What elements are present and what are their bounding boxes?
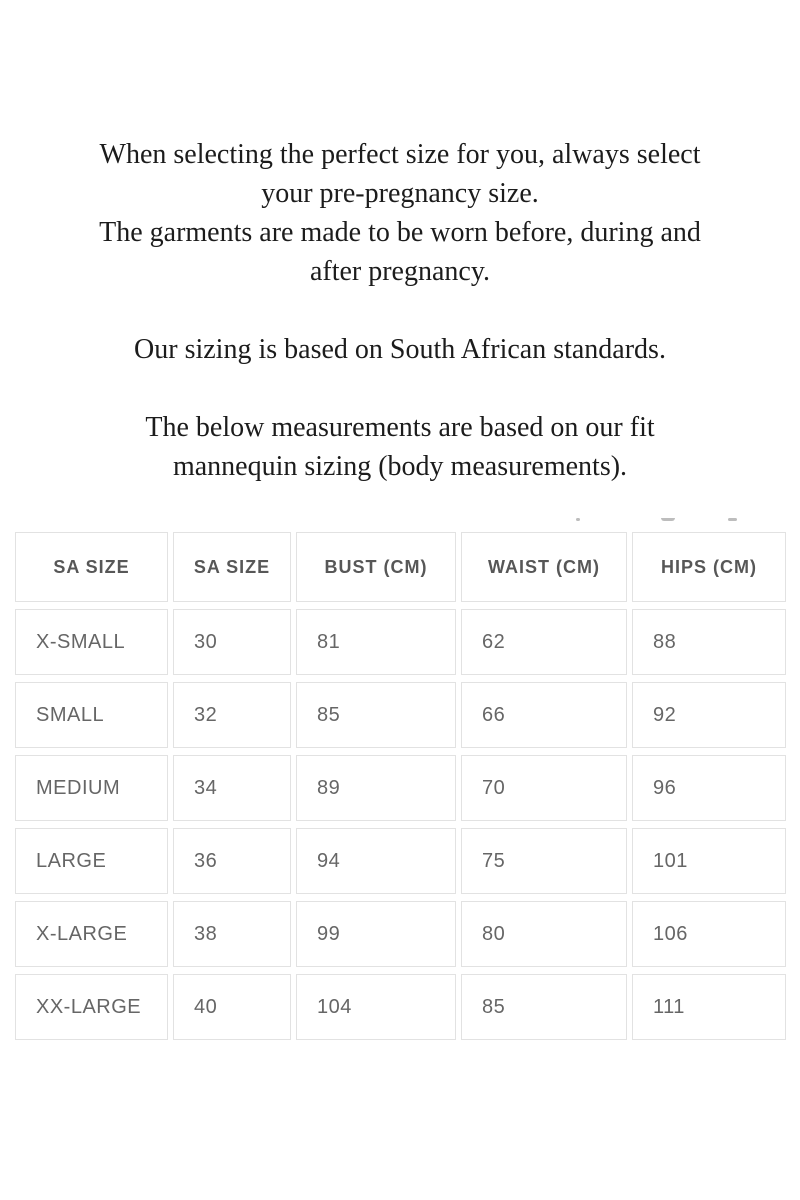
header-row: [15, 532, 786, 602]
cropped-text-remnant: [0, 518, 800, 524]
size-cell: 85: [461, 974, 627, 1040]
size-cell: 70: [461, 755, 627, 821]
table-row: [15, 609, 786, 675]
size-cell: 89: [296, 755, 456, 821]
intro-line: Our sizing is based on South African standards.: [134, 334, 666, 365]
size-cell: 30: [173, 609, 291, 675]
intro-line: mannequin sizing (body measurements).: [172, 451, 628, 482]
size-cell: 94: [296, 828, 456, 894]
size-cell: 88: [632, 609, 786, 675]
intro-line: your pre-pregnancy size.: [261, 178, 539, 209]
size-cell: X-SMALL: [15, 609, 168, 675]
table-row: [15, 901, 786, 967]
size-chart-header: [15, 532, 786, 602]
sizing-intro: [0, 96, 800, 486]
size-cell: 85: [296, 682, 456, 748]
size-cell: 96: [632, 755, 786, 821]
size-chart-body: [15, 609, 786, 1040]
size-cell: 104: [296, 974, 456, 1040]
size-cell: 92: [632, 682, 786, 748]
size-cell: 106: [632, 901, 786, 967]
size-cell: X-LARGE: [15, 901, 168, 967]
table-row: [15, 755, 786, 821]
size-cell: LARGE: [15, 828, 168, 894]
size-cell: 40: [173, 974, 291, 1040]
size-cell: 66: [461, 682, 627, 748]
size-cell: 38: [173, 901, 291, 967]
intro-line: When selecting the perfect size for you, always select: [99, 139, 701, 170]
size-cell: 34: [173, 755, 291, 821]
header-cell: BUST (CM): [296, 532, 456, 602]
size-cell: SMALL: [15, 682, 168, 748]
intro-line: after pregnancy.: [309, 256, 491, 287]
cropped-glyph-fragment: [728, 518, 737, 521]
header-cell: WAIST (CM): [461, 532, 627, 602]
size-cell: 111: [632, 974, 786, 1040]
size-cell: 32: [173, 682, 291, 748]
size-cell: MEDIUM: [15, 755, 168, 821]
size-cell: 99: [296, 901, 456, 967]
size-cell: 75: [461, 828, 627, 894]
size-cell: 62: [461, 609, 627, 675]
size-cell: XX-LARGE: [15, 974, 168, 1040]
cropped-glyph-fragment: [661, 518, 675, 521]
size-cell: 101: [632, 828, 786, 894]
cropped-glyph-fragment: [576, 518, 580, 521]
table-row: [15, 682, 786, 748]
size-cell: 80: [461, 901, 627, 967]
table-row: [15, 974, 786, 1040]
header-cell: HIPS (CM): [632, 532, 786, 602]
table-row: [15, 828, 786, 894]
size-cell: 36: [173, 828, 291, 894]
header-cell: SA SIZE: [173, 532, 291, 602]
header-cell: SA SIZE: [15, 532, 168, 602]
intro-line: The garments are made to be worn before, during and: [99, 217, 701, 248]
size-cell: 81: [296, 609, 456, 675]
intro-line: The below measurements are based on our fit: [145, 412, 655, 443]
size-chart-table: [10, 525, 791, 1047]
